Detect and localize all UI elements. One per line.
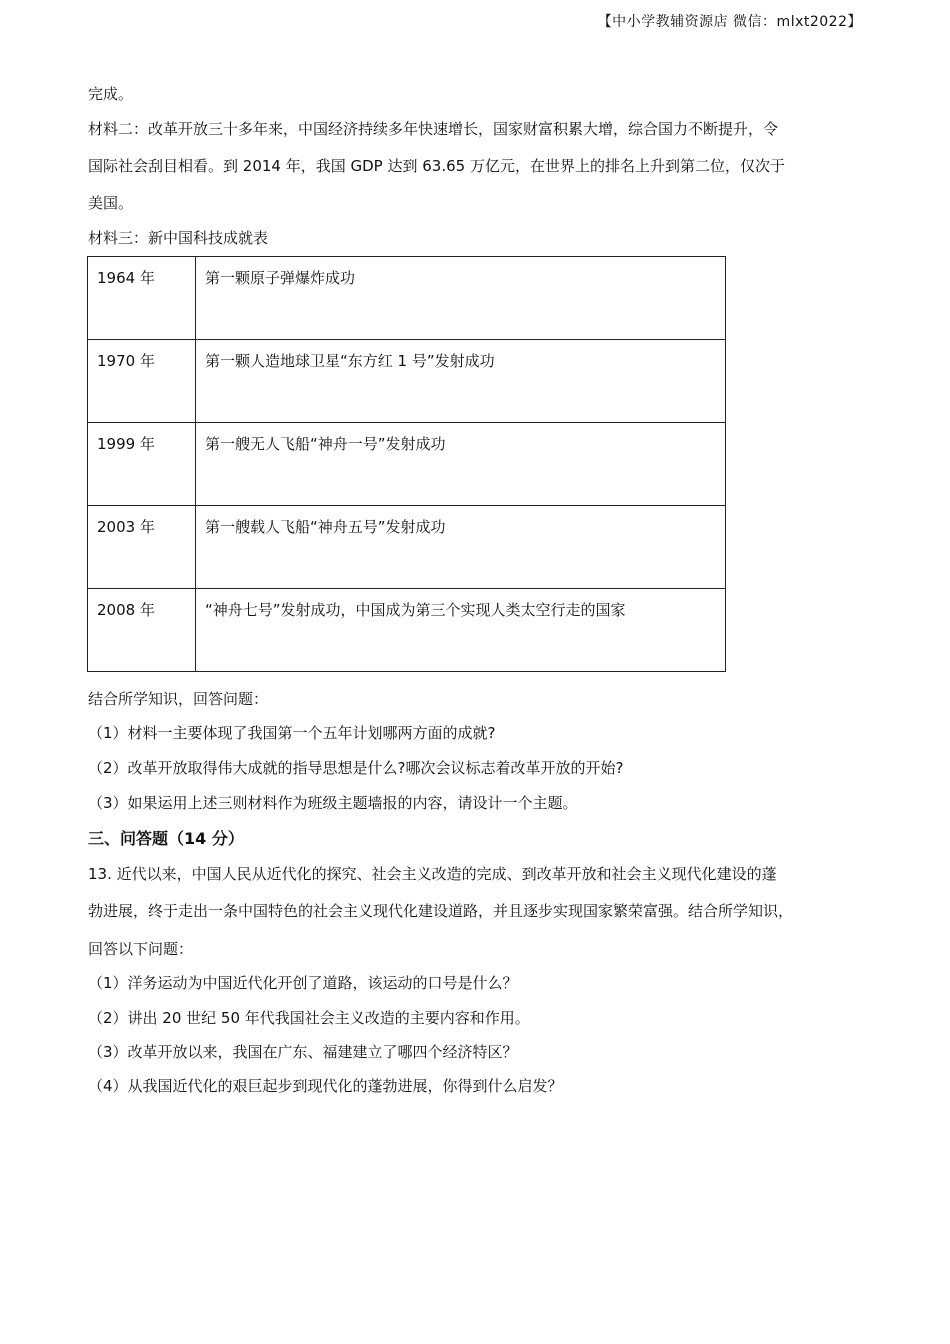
intro-line: 材料二：改革开放三十多年来，中国经济持续多年快速增长，国家财富积累大增，综合国力不断提升，令: [88, 120, 779, 138]
q13-stem-line: 13. 近代以来，中国人民从近代化的探究、社会主义改造的完成、到改革开放和社会主义现代化建设的蓬: [88, 865, 777, 883]
table-row: [88, 589, 726, 672]
q13-stem-line: 回答以下问题：: [88, 940, 194, 958]
year-cell: 1970 年: [88, 340, 196, 423]
event-cell: 第一颗原子弹爆炸成功: [196, 257, 726, 340]
event-cell: 第一艘无人飞船“神舟一号”发射成功: [196, 423, 726, 506]
table-row: [88, 423, 726, 506]
q13-item-2: （2）讲出 20 世纪 50 年代我国社会主义改造的主要内容和作用。: [88, 1009, 530, 1027]
table-row: [88, 506, 726, 589]
q12-item-3: （3）如果运用上述三则材料作为班级主题墙报的内容，请设计一个主题。: [88, 794, 578, 812]
q12-item-1: （1）材料一主要体现了我国第一个五年计划哪两方面的成就?: [88, 724, 496, 742]
q13-item-4: （4）从我国近代化的艰巨起步到现代化的蓬勃进展，你得到什么启发？: [88, 1077, 563, 1095]
year-cell: 1999 年: [88, 423, 196, 506]
year-cell: 2003 年: [88, 506, 196, 589]
event-cell: 第一艘载人飞船“神舟五号”发射成功: [196, 506, 726, 589]
q12-prompt: 结合所学知识，回答问题：: [88, 690, 269, 708]
material-three-title: 材料三：新中国科技成就表: [88, 229, 269, 247]
q12-item-2: （2）改革开放取得伟大成就的指导思想是什么?哪次会议标志着改革开放的开始?: [88, 759, 624, 777]
intro-line: 完成。: [88, 85, 134, 103]
q13-item-3: （3）改革开放以来，我国在广东、福建建立了哪四个经济特区？: [88, 1043, 518, 1061]
table-row: [88, 340, 726, 423]
event-cell: “神舟七号”发射成功，中国成为第三个实现人类太空行走的国家: [196, 589, 726, 672]
q13-item-1: （1）洋务运动为中国近代化开创了道路，该运动的口号是什么？: [88, 974, 518, 992]
event-cell: 第一颗人造地球卫星“东方红 1 号”发射成功: [196, 340, 726, 423]
intro-line: 美国。: [88, 194, 134, 212]
section-heading: 三、问答题（14 分）: [88, 829, 244, 848]
q13-stem-line: 勃进展，终于走出一条中国特色的社会主义现代化建设道路，并且逐步实现国家繁荣富强。结合所学知识，: [88, 902, 794, 920]
intro-line: 国际社会刮目相看。到 2014 年，我国 GDP 达到 63.65 万亿元，在世界上的排名上升到第二位，仅次于: [88, 157, 785, 175]
year-cell: 1964 年: [88, 257, 196, 340]
achievements-table: [87, 256, 726, 672]
year-cell: 2008 年: [88, 589, 196, 672]
table-row: [88, 257, 726, 340]
watermark-header: 【中小学教辅资源店 微信：mlxt2022】: [597, 14, 862, 30]
